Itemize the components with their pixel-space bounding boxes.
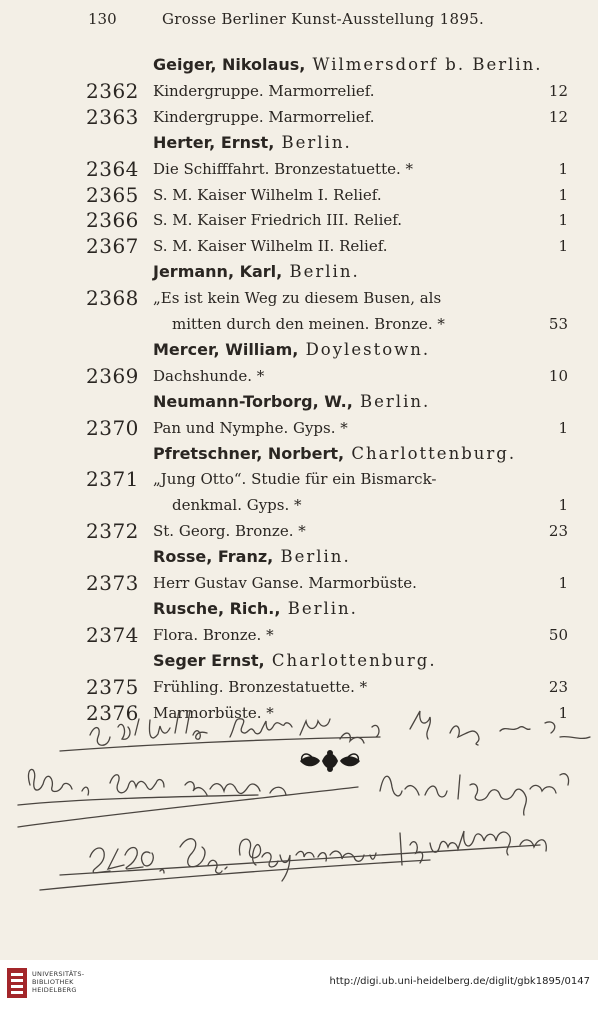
artist-name: Mercer, William, bbox=[153, 339, 299, 359]
catalog-entry bbox=[0, 518, 598, 544]
catalog-entry bbox=[0, 674, 598, 700]
artist-heading bbox=[0, 259, 598, 285]
artist-name: Neumann-Torborg, W., bbox=[153, 391, 353, 411]
artist-name-place bbox=[153, 441, 516, 467]
catalog-number: 2366 bbox=[86, 208, 139, 233]
artist-name-place bbox=[153, 596, 358, 622]
right-margin-number: 23 bbox=[548, 522, 568, 541]
artist-name: Seger Ernst, bbox=[153, 650, 265, 670]
artist-name-place bbox=[153, 544, 351, 570]
catalog-number: 2370 bbox=[86, 415, 139, 440]
library-footer bbox=[0, 960, 598, 1009]
artist-name: Geiger, Nikolaus, bbox=[153, 55, 306, 74]
work-description: Dachshunde. * bbox=[153, 366, 265, 385]
work-description: St. Georg. Bronze. * bbox=[153, 522, 306, 541]
right-margin-number: 1 bbox=[558, 237, 568, 256]
right-margin-number: 10 bbox=[548, 366, 568, 385]
work-description: S. M. Kaiser Friedrich III. Relief. bbox=[153, 211, 403, 230]
catalog-number: 2363 bbox=[86, 104, 139, 129]
artist-heading bbox=[0, 441, 598, 467]
catalog-entry bbox=[0, 207, 598, 233]
catalog-entry-continuation bbox=[0, 492, 598, 518]
work-description: Marmorbüste. * bbox=[153, 703, 274, 722]
catalog-entry bbox=[0, 182, 598, 208]
catalog-entry bbox=[0, 78, 598, 104]
right-margin-number: 1 bbox=[558, 159, 568, 178]
right-margin-number: 23 bbox=[548, 677, 568, 696]
right-margin-number: 12 bbox=[548, 107, 568, 126]
artist-place: Wilmersdorf b. Berlin. bbox=[305, 55, 543, 74]
artist-name-place bbox=[153, 389, 430, 415]
handwritten-annotations bbox=[0, 705, 598, 905]
artist-heading bbox=[0, 596, 598, 622]
page-header bbox=[0, 10, 598, 32]
catalog-entry bbox=[0, 570, 598, 596]
running-title: Grosse Berliner Kunst-Ausstellung 1895. bbox=[162, 10, 485, 28]
library-name bbox=[32, 970, 84, 994]
catalog-number: 2376 bbox=[86, 700, 139, 725]
artist-name: Herter, Ernst, bbox=[153, 132, 275, 152]
catalog-entry bbox=[0, 285, 598, 311]
artist-heading bbox=[0, 648, 598, 674]
artist-name: Rosse, Franz, bbox=[153, 547, 274, 567]
right-margin-number: 1 bbox=[558, 574, 568, 592]
artist-name-place bbox=[153, 337, 430, 363]
artist-name: Pfretschner, Norbert, bbox=[153, 443, 345, 463]
artist-heading bbox=[0, 130, 598, 156]
artist-heading bbox=[0, 52, 598, 78]
right-margin-number: 1 bbox=[558, 185, 568, 204]
work-description: „Es ist kein Weg zu diesem Busen, als bbox=[153, 289, 442, 308]
artist-name-place bbox=[153, 52, 543, 78]
artist-name: Jermann, Karl, bbox=[153, 262, 283, 282]
catalog-number: 2372 bbox=[86, 519, 139, 544]
work-description: Frühling. Bronzestatuette. * bbox=[153, 677, 368, 696]
work-description: „Jung Otto“. Studie für ein Bismarck- bbox=[153, 470, 437, 489]
artist-heading bbox=[0, 337, 598, 363]
catalog-number: 2375 bbox=[86, 674, 139, 699]
work-description: Kindergruppe. Marmorrelief. bbox=[153, 107, 375, 126]
work-description: S. M. Kaiser Wilhelm II. Relief. bbox=[153, 237, 388, 256]
right-margin-number: 1 bbox=[558, 496, 568, 515]
catalog-number: 2362 bbox=[86, 78, 139, 103]
catalog-number: 2364 bbox=[86, 156, 139, 181]
artist-place: Charlottenburg. bbox=[344, 443, 517, 463]
catalog-number: 2367 bbox=[86, 234, 139, 259]
catalog-entry bbox=[0, 622, 598, 648]
artist-place: Berlin. bbox=[352, 391, 431, 411]
catalog-number: 2365 bbox=[86, 182, 139, 207]
catalog-number: 2368 bbox=[86, 286, 139, 311]
artist-place: Berlin. bbox=[274, 132, 352, 152]
work-description: denkmal. Gyps. * bbox=[172, 496, 302, 515]
catalog-entry bbox=[0, 156, 598, 182]
work-description: Die Schifffahrt. Bronzestatuette. * bbox=[153, 159, 414, 178]
catalog-entry bbox=[0, 363, 598, 389]
catalog-number: 2371 bbox=[86, 467, 139, 492]
right-margin-number: 1 bbox=[558, 418, 568, 437]
artist-name: Rusche, Rich., bbox=[153, 598, 281, 618]
university-library-logo-icon bbox=[6, 967, 28, 999]
artist-name-place bbox=[153, 259, 360, 285]
work-description: mitten durch den meinen. Bronze. * bbox=[172, 315, 445, 333]
work-description: Kindergruppe. Marmorrelief. bbox=[153, 81, 375, 100]
artist-heading bbox=[0, 389, 598, 415]
page-number: 130 bbox=[88, 10, 117, 28]
artist-place: Charlottenburg. bbox=[264, 650, 437, 670]
catalog-entry bbox=[0, 466, 598, 492]
work-description: Pan und Nymphe. Gyps. * bbox=[153, 418, 348, 437]
catalog-number: 2373 bbox=[86, 571, 139, 595]
catalog-number: 2369 bbox=[86, 363, 139, 388]
right-margin-number: 53 bbox=[548, 315, 568, 333]
artist-heading bbox=[0, 544, 598, 570]
right-margin-number: 50 bbox=[548, 625, 568, 644]
artist-place: Berlin. bbox=[282, 262, 360, 282]
right-margin-number: 1 bbox=[558, 211, 568, 230]
right-margin-number: 12 bbox=[548, 81, 568, 100]
work-description: S. M. Kaiser Wilhelm I. Relief. bbox=[153, 185, 382, 204]
work-description: Flora. Bronze. * bbox=[153, 625, 274, 644]
artist-name-place bbox=[153, 648, 437, 674]
catalog-entry bbox=[0, 415, 598, 441]
right-margin-number: 1 bbox=[558, 703, 568, 722]
artist-place: Berlin. bbox=[280, 598, 358, 618]
library-name-line: HEIDELBERG bbox=[32, 986, 77, 994]
permalink-url[interactable]: http://digi.ub.uni-heidelberg.de/diglit/gbk1895/0147 bbox=[329, 976, 590, 987]
library-name-line: BIBLIOTHEK bbox=[32, 978, 74, 986]
catalog-entry bbox=[0, 233, 598, 259]
artist-name-place bbox=[153, 130, 352, 156]
work-description: Herr Gustav Ganse. Marmorbüste. bbox=[153, 574, 417, 592]
catalog-number: 2374 bbox=[86, 622, 139, 647]
artist-place: Doylestown. bbox=[298, 339, 431, 359]
catalog-entry-continuation bbox=[0, 311, 598, 337]
library-name-line: UNIVERSITÄTS- bbox=[32, 970, 85, 978]
catalog-entry bbox=[0, 104, 598, 130]
artist-place: Berlin. bbox=[273, 547, 351, 567]
